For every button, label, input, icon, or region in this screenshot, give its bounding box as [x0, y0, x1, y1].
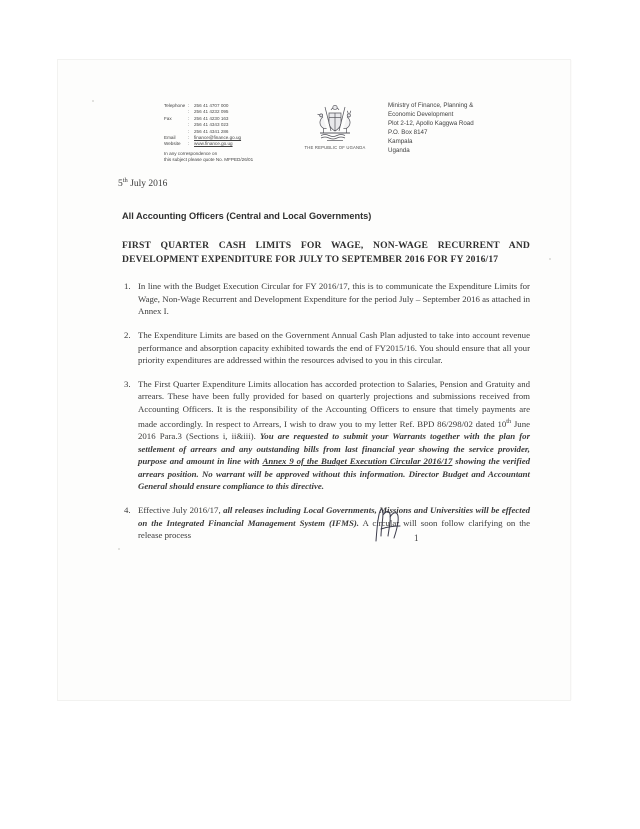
contact-colon: :	[188, 115, 190, 121]
contact-colon: :	[188, 135, 190, 141]
coat-of-arms	[300, 97, 370, 150]
scan-speck	[92, 100, 94, 102]
subject-heading: FIRST QUARTER CASH LIMITS FOR WAGE, NON-WAGE RECURRENT AND DEVELOPMENT EXPENDITURE FOR JULY TO SEPTEMBER 2016 FOR FY 2016/17	[122, 240, 530, 265]
clause-3-date-suffix: th	[506, 417, 512, 425]
contact-colon: :	[188, 128, 190, 134]
contact-value-website[interactable]: www.finance.go.ug	[194, 141, 233, 147]
page-number: 1	[414, 533, 419, 543]
ministry-address-line-6: Uganda	[388, 147, 410, 154]
clause-4-emphasis: all releases including Local Governments, Missions and Universities will be effected on the Integrated Financial Management System (IFMS).	[138, 504, 531, 528]
quote-reference-number: MFPED/26/01	[224, 157, 254, 163]
clause-3-emphasis-2: showing the verified arrears position. No warrant will be approved without this information. Director Budget and Accountant General should ensure compliance to this directive.	[138, 456, 531, 492]
clause-list	[104, 280, 534, 542]
ministry-address-line-3: Plot 2-12, Apollo Kaggwa Road	[388, 120, 474, 127]
letter-date-suffix: th	[122, 177, 128, 184]
coat-of-arms-icon	[315, 97, 355, 143]
contact-block	[164, 103, 284, 148]
ministry-address-line-4: P.O. Box 8147	[388, 129, 428, 136]
contact-label-fax: Fax	[164, 115, 172, 121]
letter-date-day: 5	[118, 179, 123, 190]
quote-line-2	[164, 157, 314, 163]
contact-value-fax-3: 256 41 4341 286	[194, 128, 229, 134]
contact-colon: :	[188, 109, 190, 115]
letter-date-rest: July 2016	[127, 179, 168, 190]
addressee-line: All Accounting Officers (Central and Local Governments)	[122, 211, 372, 222]
scan-speck	[549, 258, 551, 260]
clause-4-text-part-2: A circular will soon follow clarifying on the release process	[138, 517, 530, 541]
contact-colon: :	[188, 122, 190, 128]
clause-3	[138, 378, 530, 493]
quote-line-1: In any correspondence on	[164, 151, 218, 156]
contact-label-telephone: Telephone	[164, 103, 186, 108]
contact-value-telephone-2: 256 41 4232 095	[194, 109, 229, 115]
clause-2: The Expenditure Limits are based on the Government Annual Cash Plan adjusted to take into account revenue performance and absorption capacity exhibited towards the end of FY2015/16. You should ensure that all your priority expenditures are addressed within the resources advised to you in this circular.	[138, 329, 530, 366]
clause-4	[138, 504, 530, 542]
contact-value-fax-2: 256 41 4343 023	[194, 122, 229, 128]
coat-of-arms-caption: THE REPUBLIC OF UGANDA	[304, 145, 366, 150]
quote-line-2-text: this subject please quote No.	[164, 157, 223, 163]
contact-label-website: Website	[164, 141, 181, 147]
contact-value-email[interactable]: finance@finance.go.ug	[194, 135, 242, 141]
ministry-address-line-2: Economic Development	[388, 111, 454, 118]
ministry-address	[388, 101, 548, 155]
clause-3-emphasis-1: You are requested to submit your Warrants together with the plan for settlement of arrears and any outstanding bills from last financial year showing the service provider, purpose and amount in line with	[138, 431, 531, 467]
letter-date	[118, 177, 534, 189]
contact-value-telephone-1: 256 41 4707 000	[194, 103, 229, 108]
clause-1: In line with the Budget Execution Circular for FY 2016/17, this is to communicate the Expenditure Limits for Wage, Non-Wage Recurrent and Development Expenditure for the period July – September 2016 as attached in Annex I.	[138, 281, 530, 317]
ministry-address-line-1: Ministry of Finance, Planning &	[388, 102, 474, 109]
contact-colon: :	[188, 141, 190, 147]
letter-body	[104, 95, 534, 655]
clause-3-annex-reference[interactable]: Annex 9 of the Budget Execution Circular 2016/17	[262, 456, 453, 467]
clause-3-text-part-1: The First Quarter Expenditure Limits allocation has accorded protection to Salaries, Pension and Gratuity and arrears. These have been fully provided for based on quarterly projections and submissions received from Accounting Officers. It is the responsibility of the Accounting Officers to ensure that timely payments are made accordingly. In respect to Arrears, I wish to draw you to my letter Ref. BPD 86/298/02 dated 10	[138, 378, 530, 429]
contact-label-email: Email	[164, 135, 176, 141]
reference-quote-block	[164, 151, 314, 163]
contact-value-fax-1: 256 41 4230 163	[194, 115, 229, 121]
clause-3-text-part-2: June 2016 Para.3 (Sections i, ii&iii).	[138, 418, 530, 442]
letterhead	[104, 95, 534, 171]
clause-4-text-part-1: Effective July 2016/17,	[138, 504, 221, 515]
ministry-address-line-5: Kampala	[388, 138, 413, 145]
contact-colon: :	[188, 103, 190, 108]
